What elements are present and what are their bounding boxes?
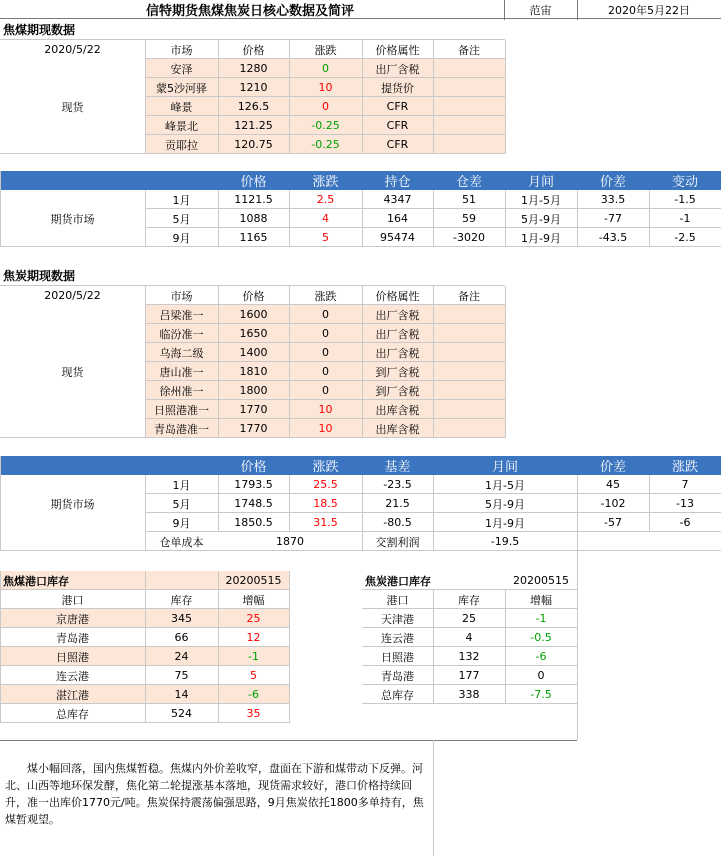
warehouse-cost-label: 仓单成本 — [159, 535, 204, 549]
coal-futures-oi-change: -3020 — [453, 231, 485, 244]
coke-port-stock-date: 20200515 — [513, 574, 569, 587]
coal-futures-col-header: 价格 — [218, 171, 289, 190]
coal-spot-date: 2020/5/22 — [44, 43, 101, 56]
coal-spot-attr: CFR — [386, 119, 409, 132]
coke-futures-col-header: 涨跌 — [289, 456, 362, 475]
coke-futures-basis: 21.5 — [385, 497, 410, 510]
coke-spot-col-header: 价格属性 — [375, 289, 420, 303]
coal-port-stock: 14 — [174, 688, 189, 701]
coal-futures-change: 5 — [322, 231, 329, 244]
coke-futures-col-header: 月间 — [433, 456, 577, 475]
coal-spot-market: 安泽 — [170, 62, 193, 76]
coke-port-change: 0 — [537, 669, 545, 682]
coke-port-name: 日照港 — [381, 650, 414, 664]
coke-futures-col-header: 涨跌 — [649, 456, 721, 475]
coke-futures-price: 1793.5 — [234, 478, 273, 491]
coal-port-name: 日照港 — [56, 650, 89, 664]
coke-spot-attr: 出库含税 — [375, 403, 420, 417]
coke-port-col-header: 增幅 — [530, 593, 552, 607]
coal-futures-spread: -43.5 — [598, 231, 628, 244]
coal-futures-spread-name: 5月-9月 — [521, 212, 561, 226]
coal-futures-price: 1088 — [239, 212, 268, 225]
coke-futures-change: 31.5 — [313, 516, 338, 529]
coke-spot-attr: 出厂含税 — [375, 308, 420, 322]
coal-futures-spread: -77 — [604, 212, 622, 225]
coal-spot-change: 10 — [318, 81, 333, 94]
coke-futures-basis: -23.5 — [383, 478, 412, 491]
section-title-coke: 焦炭期现数据 — [3, 269, 76, 283]
coke-spot-market: 日照港准一 — [154, 403, 209, 417]
coal-futures-spread: 33.5 — [600, 193, 626, 206]
coke-futures-col-header: 价格 — [218, 456, 289, 475]
coke-futures-spread: -57 — [604, 516, 622, 529]
coke-port-col-header: 库存 — [458, 593, 480, 607]
coke-spot-market: 临汾准一 — [159, 327, 204, 341]
coke-port-stock: 177 — [458, 669, 480, 682]
coal-spot-change: 0 — [322, 100, 329, 113]
coke-spot-attr: 到厂含税 — [375, 365, 420, 379]
coal-spot-market: 峰景 — [170, 100, 193, 114]
coal-spot-col-header: 价格属性 — [375, 43, 420, 57]
coke-spot-price: 1400 — [239, 346, 268, 359]
coal-futures-change: 2.5 — [316, 193, 335, 206]
coal-futures-oi: 4347 — [383, 193, 412, 206]
coal-futures-month: 5月 — [172, 212, 191, 226]
coal-futures-spread-change: -1.5 — [674, 193, 696, 206]
coke-spot-price: 1810 — [239, 365, 268, 378]
coal-spot-attr: 提货价 — [381, 81, 414, 95]
coke-spot-change: 0 — [322, 327, 329, 340]
coke-port-change: -1 — [535, 612, 547, 625]
coke-futures-change: 18.5 — [313, 497, 338, 510]
coke-spot-market: 青岛港准一 — [154, 422, 209, 436]
coke-port-stock-title: 焦炭港口库存 — [365, 574, 431, 588]
coke-spot-market: 唐山准一 — [159, 365, 204, 379]
coal-futures-month: 9月 — [172, 231, 191, 245]
commentary-text: 煤小幅回落，国内焦煤暂稳。焦煤内外价差收窄，盘面在下游和煤带动下反弹。河北、山西等地环保发酵，焦化第二轮提涨基本落地，现货需求较好，港口价格持续回升，准一出库价1770元/吨。焦炭保持震荡偏强思路，9月焦炭依托1800多单持有，焦煤暂观望。 — [5, 762, 424, 826]
coal-futures-spread-change: -2.5 — [674, 231, 696, 244]
coke-spot-col-header: 涨跌 — [314, 289, 337, 303]
coke-spot-price: 1800 — [239, 384, 268, 397]
coke-port-name: 总库存 — [381, 688, 414, 702]
coal-spot-market: 蒙5沙河驿 — [156, 81, 207, 95]
coal-port-change: 5 — [250, 669, 257, 682]
warehouse-cost-value: 1870 — [276, 535, 304, 548]
coal-port-stock-title: 焦煤港口库存 — [3, 574, 69, 588]
coke-futures-change: 25.5 — [313, 478, 338, 491]
coke-futures-spread-change: -6 — [679, 516, 691, 529]
section-title-coal: 焦煤期现数据 — [3, 23, 76, 37]
coke-spot-attr: 出库含税 — [375, 422, 420, 436]
coke-futures-spread-change: 7 — [681, 478, 689, 491]
coal-port-change: -6 — [248, 688, 259, 701]
coke-port-change: -0.5 — [530, 631, 552, 644]
coal-futures-col-header: 持仓 — [362, 171, 433, 190]
coke-futures-month: 1月 — [172, 478, 191, 492]
coke-spot-change: 0 — [322, 384, 329, 397]
coal-futures-price: 1165 — [239, 231, 268, 244]
coke-futures-spread-name: 1月-5月 — [485, 478, 525, 492]
coal-futures-col-header: 涨跌 — [289, 171, 362, 190]
coke-port-stock: 25 — [462, 612, 476, 625]
coal-spot-market: 贡耶拉 — [165, 138, 198, 152]
coke-port-col-header: 港口 — [386, 593, 409, 607]
coke-spot-market: 吕梁准一 — [159, 308, 204, 322]
coal-port-name: 京唐港 — [56, 612, 89, 626]
coke-port-stock: 4 — [465, 631, 473, 644]
coke-spot-market: 徐州准一 — [159, 384, 204, 398]
coke-spot-col-header: 市场 — [170, 289, 193, 303]
coal-port-name: 总库存 — [56, 707, 89, 721]
coal-port-stock: 24 — [174, 650, 189, 663]
coal-port-name: 湛江港 — [56, 688, 89, 702]
author: 范宙 — [529, 3, 552, 17]
coke-spot-attr: 出厂含税 — [375, 327, 420, 341]
coal-futures-group-label: 期货市场 — [50, 212, 95, 226]
report-date: 2020年5月22日 — [608, 3, 690, 17]
coal-futures-change: 4 — [322, 212, 329, 225]
coal-port-change: -1 — [248, 650, 259, 663]
coke-spot-col-header: 价格 — [242, 289, 265, 303]
coke-futures-price: 1748.5 — [234, 497, 273, 510]
coal-futures-oi-change: 51 — [462, 193, 476, 206]
coal-futures-col-header: 仓差 — [433, 171, 505, 190]
coke-futures-spread: 45 — [606, 478, 620, 491]
coal-spot-price: 120.75 — [234, 138, 273, 151]
coke-spot-price: 1650 — [239, 327, 268, 340]
coal-port-stock: 66 — [174, 631, 189, 644]
coal-futures-spread-name: 1月-5月 — [521, 193, 561, 207]
coke-port-name: 青岛港 — [381, 669, 414, 683]
coal-spot-price: 121.25 — [234, 119, 273, 132]
coke-spot-change: 0 — [322, 365, 329, 378]
coke-spot-change: 0 — [322, 308, 329, 321]
coke-spot-col-header: 备注 — [458, 289, 480, 303]
coke-futures-price: 1850.5 — [234, 516, 273, 529]
coal-spot-market: 峰景北 — [165, 119, 198, 133]
coal-spot-col-header: 市场 — [170, 43, 193, 57]
coal-port-name: 连云港 — [56, 669, 89, 683]
coal-spot-col-header: 涨跌 — [314, 43, 337, 57]
coke-spot-change: 0 — [322, 346, 329, 359]
coal-spot-attr: 出厂含税 — [375, 62, 420, 76]
coke-futures-spread-change: -13 — [676, 497, 694, 510]
coke-futures-spread-name: 1月-9月 — [485, 516, 525, 530]
coke-port-name: 天津港 — [381, 612, 414, 626]
coal-spot-col-header: 备注 — [458, 43, 480, 57]
coal-port-stock: 524 — [171, 707, 192, 720]
coke-spot-attr: 出厂含税 — [375, 346, 420, 360]
coke-spot-price: 1770 — [239, 403, 268, 416]
coal-futures-col-header: 变动 — [649, 171, 721, 190]
delivery-profit-value: -19.5 — [490, 535, 520, 548]
report-title: 信特期货焦煤焦炭日核心数据及简评 — [145, 4, 354, 18]
coke-futures-month: 5月 — [172, 497, 191, 511]
coke-futures-group-label: 期货市场 — [50, 497, 95, 511]
coal-futures-price: 1121.5 — [234, 193, 273, 206]
coke-futures-month: 9月 — [172, 516, 191, 530]
coal-spot-attr: CFR — [386, 138, 409, 151]
coal-port-col-header: 增幅 — [242, 593, 265, 607]
coke-port-change: -7.5 — [530, 688, 552, 701]
coke-spot-price: 1600 — [239, 308, 268, 321]
coke-futures-col-header: 基差 — [362, 456, 433, 475]
coke-futures-basis: -80.5 — [383, 516, 412, 529]
coal-futures-col-header: 月间 — [505, 171, 577, 190]
coke-spot-market: 乌海二级 — [159, 346, 204, 360]
coal-spot-col-header: 价格 — [242, 43, 265, 57]
coke-port-name: 连云港 — [381, 631, 414, 645]
coke-spot-change: 10 — [318, 403, 333, 416]
coal-futures-col-header: 价差 — [577, 171, 649, 190]
coke-spot-date: 2020/5/22 — [44, 289, 101, 302]
coal-port-name: 青岛港 — [56, 631, 89, 645]
coke-futures-spread: -102 — [600, 497, 626, 510]
coal-port-col-header: 港口 — [61, 593, 84, 607]
coke-futures-spread-name: 5月-9月 — [485, 497, 525, 511]
coal-spot-change: 0 — [322, 62, 329, 75]
coal-port-stock: 345 — [171, 612, 192, 625]
coal-port-stock-date: 20200515 — [225, 574, 282, 587]
coke-futures-col-header: 价差 — [577, 456, 649, 475]
coke-port-stock: 338 — [458, 688, 480, 701]
coal-port-change: 35 — [246, 707, 261, 720]
coal-spot-price: 1280 — [239, 62, 268, 75]
coal-port-col-header: 库存 — [170, 593, 193, 607]
coal-spot-attr: CFR — [386, 100, 409, 113]
coke-spot-price: 1770 — [239, 422, 268, 435]
coal-futures-spread-change: -1 — [679, 212, 691, 225]
coal-spot-group-label: 现货 — [61, 100, 84, 114]
coal-spot-change: -0.25 — [311, 138, 340, 151]
coke-spot-change: 10 — [318, 422, 333, 435]
coal-spot-change: -0.25 — [311, 119, 340, 132]
coal-spot-price: 1210 — [239, 81, 268, 94]
coal-futures-oi: 164 — [387, 212, 408, 225]
coal-futures-month: 1月 — [172, 193, 191, 207]
coal-port-change: 25 — [246, 612, 261, 625]
coal-port-change: 12 — [246, 631, 261, 644]
coal-futures-spread-name: 1月-9月 — [521, 231, 561, 245]
coke-spot-attr: 到厂含税 — [375, 384, 420, 398]
coke-port-change: -6 — [535, 650, 547, 663]
coal-port-stock: 75 — [174, 669, 189, 682]
coal-futures-oi-change: 59 — [462, 212, 476, 225]
delivery-profit-label: 交割利润 — [375, 535, 420, 549]
coke-port-stock: 132 — [458, 650, 480, 663]
coal-spot-price: 126.5 — [237, 100, 270, 113]
coke-spot-group-label: 现货 — [61, 365, 84, 379]
coal-futures-oi: 95474 — [380, 231, 415, 244]
